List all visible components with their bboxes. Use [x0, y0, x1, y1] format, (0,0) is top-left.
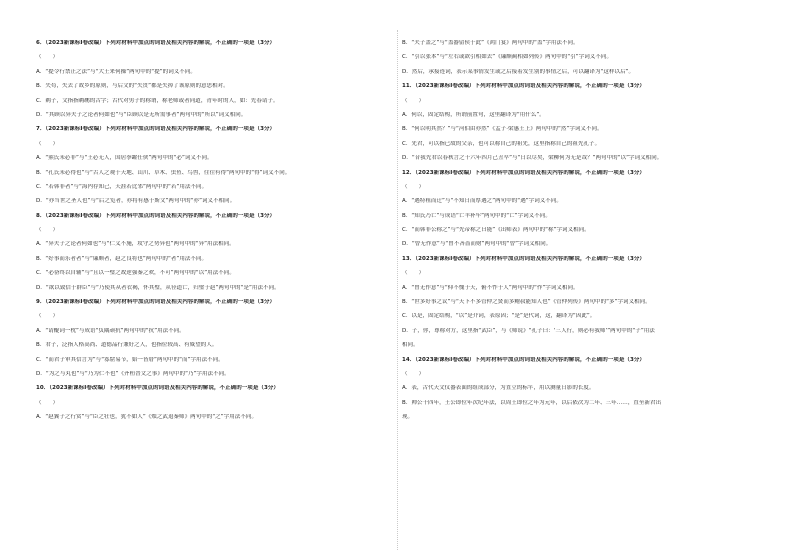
right-column [402, 40, 730, 429]
option-line: D．“其顾以异夫子之论者何如也”与“臣顾以是无所需事者”两句中的“所以”词义相同。 [36, 111, 247, 118]
option-line: A．“请醍词一枕”与成语“负隅顽抗”两句中的“抗”用法不同。 [36, 327, 185, 334]
option-line: （ ） [36, 54, 59, 61]
option-line: C．“而韩非公称之”与“先帝称之曰能”《出师表》两句中的“称”字词义相同。 [402, 227, 590, 234]
option-line: D．然后，承接连词，表示某事情发生或之后接着发生别的事情之后，可以翻译为“这样以后”。 [402, 68, 635, 75]
option-line: A．“熊氏未必非”与“王必无人，国居拳龌任侠”两句中的“必”词义不同。 [36, 155, 213, 162]
option-line: C．鹈子，文指指鹈鹕的古字；古代对男子的称谓，称老师或者同道，青年时的人，如：先春请子。 [36, 97, 279, 104]
option-line: C．“若韩非者”与“海内存知己，天涯若比邻”两句中的“若”用法不同。 [36, 183, 208, 190]
option-line: C．“引以张本”与“左右或欲引相如去”《廉颇蔺相如列传》两句中的“引”字词义不同。 [402, 54, 612, 61]
option-line: D．子，你，尊称对方，这里指“武臣”，与《师说》“孔子曰：‘三人行，则必有我师’”两句中的“子”用法 [402, 327, 655, 334]
option-line: A．“遇特租而迁”与“不知日而厚遇之”两句中的“遇”字词义不同。 [402, 198, 562, 205]
question-stem: 9．（2023新课标Ⅰ卷改编）下列对材料中加点的词语及相关内容的解说，不正确的一项是（3分） [36, 299, 276, 306]
question-stem: 14．（2023新课标Ⅰ卷改编）下列对材料中加点的词语及相关内容的解说，不正确的一项是（3分） [402, 356, 645, 363]
option-line: （ ） [402, 370, 425, 377]
option-line: （ ） [36, 399, 59, 406]
option-line: B．君子，泛指人格高尚、道德品行兼好之人，也指位较高、有威望的人。 [36, 342, 218, 349]
option-line: 现。 [402, 414, 414, 421]
option-line: A．何以，固定结构，所谓前置句，这里翻译为“用什么”。 [402, 111, 545, 118]
option-line: （ ） [36, 140, 59, 147]
question-stem: 11．（2023新课标Ⅰ卷改编）下列对材料中加点的词语及相关内容的解说，不正确的一项是（3分） [402, 83, 645, 90]
option-line: B．“夫子盖之”与“盖器留侯于此”《鸿门宴》两句中的“盖”字用法不同。 [402, 40, 579, 46]
option-line: D．“亦当世之圣人也”与“后之览者，亦将有感于斯文”两句中的“亦”词义不相同。 [36, 198, 236, 205]
option-line: B．“何以明其然？”与“河伯由亦然”《孟子·梁惠王上》两句中的“然”字词义不同。 [402, 126, 603, 133]
option-line: A．“赵翼子之行赏”与“臣之壮也，犹不如人”《烛之武退秦师》两句中的“之”字用法不同。 [36, 414, 258, 421]
option-line: （ ） [402, 183, 425, 190]
option-line: C．“而君子审其信言为”与“寡窟易节，始一皆厝”两句中的“而”字用法不同。 [36, 356, 224, 363]
option-line: B．失苟，失去了故乡的原则，与后文的“失贯”都是失掉了该原则的意思相对。 [36, 83, 229, 90]
column-divider [397, 30, 398, 550]
left-column [36, 40, 364, 429]
option-line: D．“为之与丸也”与“乃为仁不也”《齐桓晋文之事》两句中的“乃”字用法不同。 [36, 370, 230, 377]
option-line: B．“好事而乐者者”与“廉颇者，赵之良将也”两句中的“者”用法不同。 [36, 255, 208, 262]
question-stem: 13．（2023新课标Ⅰ卷改编）下列对材料中加点的词语及相关内容的解说，不正确的一项是（3分） [402, 255, 645, 262]
question-stem: 6．（2023新课标Ⅰ卷改编）下列对材料中加点的词语及相关内容的解说，不正确的一项是（3分） [36, 40, 276, 46]
option-line: （ ） [402, 270, 425, 277]
question-stem: 8．（2023新课标Ⅰ卷改编）下列对材料中加点的词语及相关内容的解说，不正确的一项是（3分） [36, 212, 276, 219]
option-line: A．“异夫子之论者何如也”与“仁义不施，攻守之势异也”两句中的“异”用法相同。 [36, 241, 235, 248]
option-line: C．“必奋终以自辅”与“且以一璧之故逆强秦之欢，不可”两句中的“以”用法不同。 [36, 270, 235, 277]
option-line: B．“孔氏未必得也”与“古人之观于天地、山川、草木、虫鱼、鸟兽，往往有得”两句中的“得”词义不同。 [36, 169, 291, 176]
option-line: B．帅公十四年，王公即位年次纪年法，以周王即位之年为元年，以后依次为二年、三年……，直至新君出 [402, 399, 662, 406]
option-line: C．先君，可以指已故的父亲，也可以称自己的祖先，这里指称自己的祖先孔子。 [402, 140, 601, 147]
option-line: （ ） [402, 97, 425, 104]
option-line: A．“提令行禁止之法”与“大王来何操”两句中的“提”的词义不同。 [36, 68, 196, 75]
option-line: C．以是，固定结构，“以”是介词，表原因；“是”是代词，这，翻译为“因此”。 [402, 313, 596, 320]
option-line: （ ） [36, 227, 59, 234]
option-line: A．“曾无作意”与“仰不愧于天，俯不怍于人”两句中的“作”字词义相同。 [402, 284, 579, 291]
option-line: D．“昔我先君以春秋言之十六年四月己丑卒”与“日以尽矣，梁柳何为无是哉？”两句中的“以”字词义相同。 [402, 155, 663, 162]
option-line: B．“知氏乃亡”与成语“亡羊补牢”两句中的“亡”字词义不同。 [402, 212, 551, 219]
question-stem: 10．（2023新课标Ⅰ卷改编）下列对材料中加点的词语及相关内容的解说，不正确的一项是（3分） [36, 385, 279, 392]
option-line: D．“欲以致信于群臣”与“乃使其从者衣褐，怀其璧，从径道亡，归璧于赵”两句中的“是”用法不同。 [36, 284, 280, 291]
question-stem: 12．（2023新课标Ⅰ卷改编）下列对材料中加点的词语及相关内容的解说，不正确的一项是（3分） [402, 169, 645, 176]
option-line: （ ） [36, 313, 59, 320]
option-line: A．表，古代天文仪器表面的组成部分，为直立的标竿，用以测量日影的长度。 [402, 385, 595, 392]
option-line: B．“世多好事之议”与“天下不多管仲之贤而多鲍叔能知人也”《管仲列传》两句中的“多”字词义相同。 [402, 299, 651, 306]
question-stem: 7．（2023新课标Ⅰ卷改编）下列对材料中加点的词语及相关内容的解说，不正确的一项是（3分） [36, 126, 276, 133]
option-line: 相同。 [402, 342, 419, 349]
option-line: D．“曾无作意”与“曾不吝啬而财”两句中的“曾”字词义相同。 [402, 241, 552, 248]
